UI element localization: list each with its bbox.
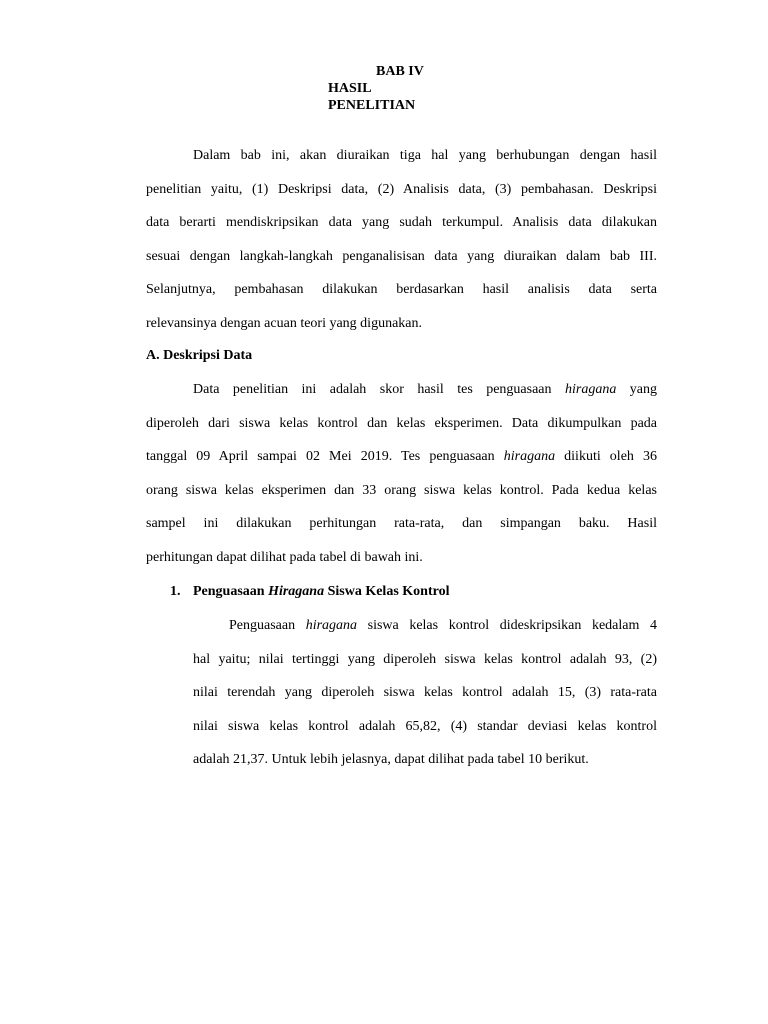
intro-line-2: penelitian yaitu, (1) Deskripsi data, (2) Analisis data, (3) pembahasan. Deskripsi [146, 181, 657, 197]
section-a-line-1-text-b: yang [616, 382, 657, 397]
subsection-1-line-2: hal yaitu; nilai tertinggi yang diperoleh siswa kelas kontrol adalah 93, (2) [193, 651, 657, 667]
subsection-1-title [170, 582, 449, 602]
section-a-line-2: diperoleh dari siswa kelas kontrol dan kelas eksperimen. Data dikumpulkan pada [146, 415, 657, 431]
section-a-paragraph [146, 373, 657, 575]
section-a-line-3-emphasis: hiragana [503, 449, 556, 465]
section-a-line-6: perhitungan dapat dilihat pada tabel di bawah ini. [146, 549, 423, 565]
subsection-1-line-1-emphasis: hiragana [305, 618, 358, 633]
section-a-title: A. Deskripsi Data [146, 348, 253, 363]
intro-line-4: sesuai dengan langkah-langkah penganalisisan data yang diuraikan dalam bab III. [146, 248, 657, 264]
intro-line-5: Selanjutnya, pembahasan dilakukan berdasarkan hasil analisis data serta [146, 282, 657, 298]
section-a-line-1 [146, 373, 657, 407]
section-a-line-3 [146, 440, 657, 474]
subsection-1-number: 1. [170, 584, 181, 599]
subsection-1-line-1 [193, 609, 657, 643]
intro-line-1: Dalam bab ini, akan diuraikan tiga hal yang berhubungan dengan hasil [193, 148, 657, 163]
chapter-title-line-2: PENELITIAN [328, 98, 416, 113]
chapter-heading [328, 63, 424, 114]
intro-line-6: relevansinya dengan acuan teori yang digunakan. [146, 315, 423, 331]
intro-line-3: data berarti mendiskripsikan data yang sudah terkumpul. Analisis data dilakukan [146, 215, 657, 231]
subsection-1-title-emphasis: Hiragana [268, 584, 325, 599]
section-a-line-3-text-a: tanggal 09 April sampai 02 Mei 2019. Tes penguasaan [146, 449, 504, 465]
subsection-1-line-4: nilai siswa kelas kontrol adalah 65,82, (4) standar deviasi kelas kontrol [193, 718, 657, 734]
chapter-number: BAB IV [376, 64, 424, 79]
subsection-1-line-3: nilai terendah yang diperoleh siswa kelas kontrol adalah 15, (3) rata-rata [193, 685, 657, 701]
subsection-1-title-b: Siswa Kelas Kontrol [324, 584, 450, 599]
section-a-line-1-text-a: Data penelitian ini adalah skor hasil tes penguasaan [193, 382, 565, 397]
intro-paragraph [146, 139, 657, 341]
subsection-1-line-5: adalah 21,37. Untuk lebih jelasnya, dapat dilihat pada tabel 10 berikut. [193, 752, 589, 768]
subsection-1-title-a: Penguasaan [193, 584, 269, 599]
section-a-line-3-text-b: diikuti oleh 36 [555, 449, 657, 465]
chapter-title-line-1: HASIL [328, 81, 372, 96]
section-a-line-4: orang siswa kelas eksperimen dan 33 orang siswa kelas kontrol. Pada kedua kelas [146, 482, 657, 498]
section-a-line-5: sampel ini dilakukan perhitungan rata-rata, dan simpangan baku. Hasil [146, 516, 657, 532]
section-a-line-1-emphasis: hiragana [564, 382, 617, 397]
subsection-1-line-1-text-a: Penguasaan [229, 618, 306, 633]
subsection-1-line-1-text-b: siswa kelas kontrol dideskripsikan kedalam 4 [357, 618, 657, 633]
subsection-1-paragraph [193, 609, 657, 777]
